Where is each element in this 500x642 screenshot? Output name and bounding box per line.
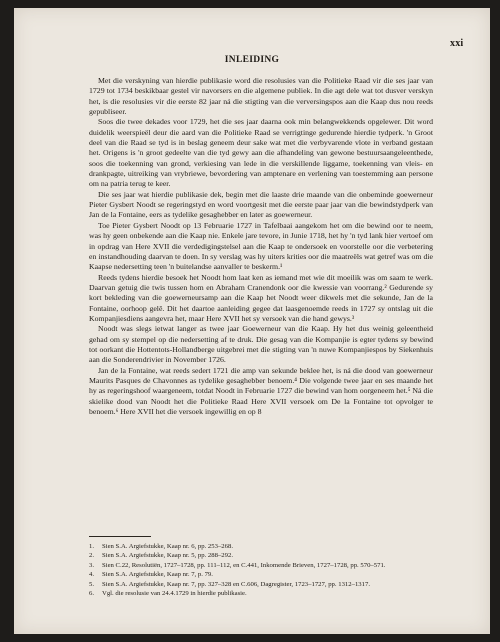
footnote-text: Vgl. die resolusie van 24.4.1729 in hierdie publikasie. xyxy=(102,590,247,598)
footnote-number: 3. xyxy=(89,561,95,569)
body-text xyxy=(89,76,433,417)
document-page xyxy=(14,8,490,634)
footnote-text: Sien S.A. Argiefstukke, Kaap nr. 7, p. 79. xyxy=(102,571,213,579)
footnote-text: Sien S.A. Argiefstukke, Kaap nr. 7, pp. 327–328 en C.606, Dagregister, 1723–1727, pp. 1312–1317. xyxy=(102,580,371,588)
footnote xyxy=(89,580,433,589)
footnote-text: Sien S.A. Argiefstukke, Kaap nr. 6, pp. 253–268. xyxy=(102,543,234,550)
footnote xyxy=(89,561,433,570)
footnote-number: 1. xyxy=(89,543,95,550)
paragraph: Noodt was slegs ietwat langer as twee jaar Goewerneur van die Kaap. Hy het dus weinig geleentheid gehad om sy stempel op die nedersetting af te druk. Die gesag van die Kompanjie is egter tydens sy bewind tot oorkant die Hottentots-Hollandberge uitgebrei met die stigting van 'n nuwe Kompanjiespos by Siekenhuis aan die Sonderendrivier in November 1726. xyxy=(89,324,433,365)
footnote xyxy=(89,589,433,598)
footnote-number: 2. xyxy=(89,552,95,560)
footnote xyxy=(89,570,433,579)
paragraph: Reeds tydens hierdie besoek het Noodt hom laat ken as iemand met wie dit moeilik was om saam te werk. Daarvan getuig die twis tussen hom en Abraham Cranendonk oor die kwessie van voorrang.² Gedurende sy kort bekleding van die goewerneursamp aan die Kaap het Noodt weer dikwels met die sekunde, Jan de la Fontaine, oorhoop gelê. Dit het daartoe aanleiding gegee dat laasgenoemde reeds in 1727 sy ontslag uit die Kompanjiesdiens aangevra het, maar Here XVII het sy versoek van die hand gewys.³ xyxy=(89,272,433,323)
footnote-divider xyxy=(89,536,151,537)
footnote-number: 4. xyxy=(89,571,95,579)
footnote-number: 6. xyxy=(89,590,95,598)
page-number: xxi xyxy=(450,38,464,49)
paragraph: Met die verskyning van hierdie publikasie word die resolusies van die Politieke Raad vir die ses jaar van 1729 tot 1734 beskikbaar gestel vir navorsers en die algemene publiek. In die agt dele wat tot dusver verskyn het, is die resolusies vir die eerste 82 jaar ná die stigting van die verversingspos aan die Kaap dus nou reeds gepubliseer. xyxy=(89,76,433,117)
footnote-text: Sien C.22, Resolutiën, 1727–1728, pp. 111–112, en C.441, Inkomende Brieven, 1727–1728, pp. 570–571. xyxy=(102,561,386,569)
paragraph: Die ses jaar wat hierdie publikasie dek, begin met die laaste drie maande van die onbeminde goewerneur Pieter Gysbert Noodt se regeringstyd en word voortgesit met die eerste paar jaar van die bewindstydperk van Jan de la Fontaine, eers as tydelike gesaghebber en later as goewerneur. xyxy=(89,189,433,220)
footnote xyxy=(89,542,433,551)
footnote-text: Sien S.A. Argiefstukke, Kaap nr. 5, pp. 288–292. xyxy=(102,552,234,560)
paragraph: Toe Pieter Gysbert Noodt op 13 Februarie 1727 in Tafelbaai aangekom het om die bewind oor te neem, was hy geen onbekende aan die Kaap nie. Enkele jare tevore, in Junie 1718, het hy 'n tyd lank hier vertoef om in opdrag van Here XVII die verdedigingstelsel aan die Kaap te ondersoek en voorstelle oor die verbetering en instandhouding daarvan te doen. In sy verslag was hy uiters krities oor die maatreëls wat getref was om die Kaapse nedersetting teen 'n buitelandse aanvaller te beskerm.¹ xyxy=(89,220,433,272)
paragraph: Jan de la Fontaine, wat reeds sedert 1721 die amp van sekunde beklee het, is ná die dood van goewerneur Maurits Pasques de Chavonnes as tydelike gesaghebber benoem.⁴ Die volgende twee jaar en ses maande het hy as regeringshoof waargeneem, totdat Noodt in Februarie 1727 die bewind van hom oorgeneem het.⁵ Ná die skielike dood van Noodt het die Politieke Raad Here XVII versoek om De la Fontaine tot opvolger te benoem.⁶ Here XVII het die versoek ingewillig en op 8 xyxy=(89,365,433,416)
footnotes xyxy=(89,542,433,598)
section-heading: INLEIDING xyxy=(224,55,280,65)
footnote-number: 5. xyxy=(89,580,95,588)
footnote xyxy=(89,551,433,560)
paragraph: Soos die twee dekades voor 1729, het die ses jaar daarna ook min belangwekkends opgelewer. Dit word duidelik weerspieël deur die aard van die Politieke Raad se verrigtinge gedurende hierdie tydperk. 'n Groot deel van die Raad se tyd is in beslag geneem deur sake wat met die verbyvarende vlote in verband gestaan het. Origens is 'n groot gedeelte van die tyd gewy aan die afhandeling van gewone bestuursaangeleenthede, soos die toekenning van grond, verkiesing van lede in die verskillende liggame, toekenning van vleis- en drankpagte, uitreiking van vrybriewe, bevordering van amptenare en verlening van toestemming aan persone om na patria terug te keer. xyxy=(89,117,433,189)
